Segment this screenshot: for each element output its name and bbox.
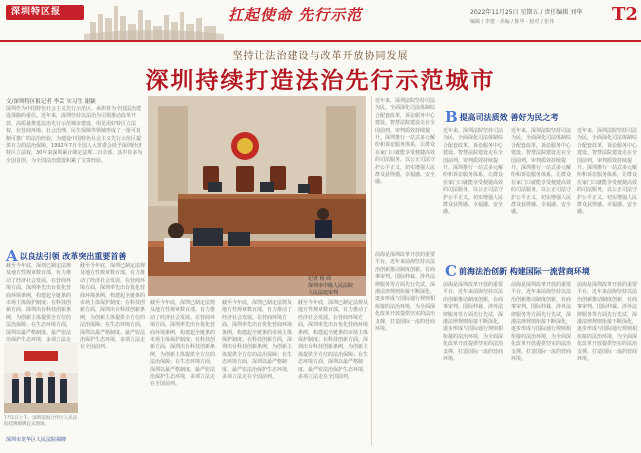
photo-caption xyxy=(308,276,353,297)
section-b-title: 提高司法质效 善好为民之考 xyxy=(459,113,559,122)
section-c-heading xyxy=(445,262,590,280)
photo-credit: 记者 杨 周 xyxy=(308,276,332,282)
lead-paragraph: 深圳作为中国特色社会主义先行示范区，承担着为全国法治建设探路的重任。近年来，深圳坚持以法治为引领推动改革开放，高质量推进法治先行示范城市建设，用足用好特区立法权，在营商环境、社会治理、民生保障等领域形成了一批可复制可推广的法治经验，为建设中国特色社会主义先行示范区提供有力的法治保障。1992年7月全国人大常委会授予深圳经济特区立法权，30年来深圳累计制定法规二百余部，其中许多为全国首创，为全国法治建设积累了宝贵经验。 xyxy=(6,106,143,164)
city-skyline-graphic xyxy=(84,0,224,40)
section-c-col1: 前海是深圳改革开放的重要平台，近年来前海坚持以法治创新推动制度创新，在商事审判、国际仲裁、涉外法律服务等方面先行先试，深港法律规则衔接不断深化，逐步形成与国际通行规则相衔接的法治环境，为全面深化改革开放提供坚实的法治支撑，打造国际一流的营商环境。 xyxy=(375,252,436,333)
photo-caption-line-1: 深圳市中级人民法院 xyxy=(308,283,354,289)
series-banner: 扛起使命 先行示范 xyxy=(228,6,363,24)
newspaper-logo: 深圳特区报 xyxy=(6,5,84,20)
body-col-7: 近年来，深圳法院坚持司法为民，全面深化司法体制综合配套改革，诉讼服务中心建设、智慧法院建设走在全国前列，审判质效持续提升。深圳推行一站式多元解纷和诉讼服务体系，让群众在家门口就能享受便捷高效的司法服务，以公正司法守护公平正义，切实增强人民群众获得感、幸福感、安全感。 xyxy=(443,128,504,216)
column-divider xyxy=(371,96,372,446)
courtroom-photo xyxy=(148,96,366,296)
section-a-letter: A xyxy=(6,247,18,265)
header-rule xyxy=(0,40,641,42)
section-c-col4: 前海是深圳改革开放的重要平台，近年来前海坚持以法治创新推动制度创新，在商事审判、国际仲裁、涉外法律服务等方面先行先试，深港法律规则衔接不断深化，逐步形成与国际通行规则相衔接的法治环境，为全面深化改革开放提供坚实的法治支撑，打造国际一流的营商环境。 xyxy=(577,282,638,363)
body-col-8: 近年来，深圳法院坚持司法为民，全面深化司法体制综合配套改革，诉讼服务中心建设、智慧法院建设走在全国前列，审判质效持续提升。深圳推行一站式多元解纷和诉讼服务体系，让群众在家门口就能享受便捷高效的司法服务，以公正司法守护公平正义，切实增强人民群众获得感、幸福感、安全感。 xyxy=(511,128,572,216)
section-c-letter: C xyxy=(445,262,457,280)
page-header xyxy=(0,0,641,40)
section-a-paragraph-col1: 截至今年底，深圳已制定法规及地方性规章数百部，有力推动了经济社会发展。在营商环境方面，深圳率先出台优化营商环境条例，构建起全链条的市场主体保护制度；在科技创新方面，深圳出台科技创新条例，为创新主体提供全方位的法治保障；在生态环境方面，深圳以最严格制度、最严密法治保护生态环境，多项立法走 xyxy=(6,263,72,344)
kicker-headline: 坚持让法治建设与改革开放协同发展 xyxy=(232,51,409,62)
section-a-paragraph-col4: 截至今年底，深圳已制定法规及地方性规章数百部，有力推动了经济社会发展。在营商环境方面，深圳率先出台优化营商环境条例，构建起全链条的市场主体保护制度；在科技创新方面，深圳出台科技创新条例，为创新主体提供全方位的法治保障；在生态环境方面，深圳以最严格制度、最严密法治保护生态环境，多项立法走在全国前列。 xyxy=(222,300,293,381)
section-a-paragraph-col2: 截至今年底，深圳已制定法规及地方性规章数百部，有力推动了经济社会发展。在营商环境方面，深圳率先出台优化营商环境条例，构建起全链条的市场主体保护制度；在科技创新方面，深圳出台科技创新条例，为创新主体提供全方位的法治保障；在生态环境方面，深圳以最严格制度、最严密法治保护生态环境，多项立法走在全国前列。 xyxy=(80,263,146,351)
byline: 文/深圳特区报记者 李芸 实习生 谢颖 xyxy=(6,99,96,105)
page-number: T2 xyxy=(612,4,638,25)
main-headline: 深圳持续打造法治先行示范城市 xyxy=(145,68,496,94)
ceremony-photo-subcaption: 深圳市龙华区人民法院揭牌 xyxy=(6,437,67,443)
body-col-6: 近年来，深圳法院坚持司法为民，全面深化司法体制综合配套改革，诉讼服务中心建设、智慧法院建设走在全国前列，审判质效持续提升。深圳推行一站式多元解纷和诉讼服务体系，让群众在家门口就能享受便捷高效的司法服务，以公正司法守护公平正义，切实增强人民群众获得感、幸福感、安全感。 xyxy=(375,98,436,186)
section-a-paragraph-col3: 截至今年底，深圳已制定法规及地方性规章数百部，有力推动了经济社会发展。在营商环境方面，深圳率先出台优化营商环境条例，构建起全链条的市场主体保护制度；在科技创新方面，深圳出台科技创新条例，为创新主体提供全方位的法治保障；在生态环境方面，深圳以最严格制度、最严密法治保护生态环境，多项立法走在全国前列。 xyxy=(150,300,216,388)
ceremony-photo-caption: 7月1日上午，深圳前海合作区人民法院挂牌揭牌仪式现场。 xyxy=(4,416,78,427)
section-b-letter: B xyxy=(445,108,458,126)
section-c-col2: 前海是深圳改革开放的重要平台，近年来前海坚持以法治创新推动制度创新，在商事审判、国际仲裁、涉外法律服务等方面先行先试，深港法律规则衔接不断深化，逐步形成与国际通行规则相衔接的法治环境，为全面深化改革开放提供坚实的法治支撑，打造国际一流的营商环境。 xyxy=(443,282,504,363)
section-a-paragraph-col5: 截至今年底，深圳已制定法规及地方性规章数百部，有力推动了经济社会发展。在营商环境方面，深圳率先出台优化营商环境条例，构建起全链条的市场主体保护制度；在科技创新方面，深圳出台科技创新条例，为创新主体提供全方位的法治保障；在生态环境方面，深圳以最严格制度、最严密法治保护生态环境，多项立法走在全国前列。 xyxy=(298,300,369,381)
section-b-heading xyxy=(445,108,558,126)
body-col-9: 近年来，深圳法院坚持司法为民，全面深化司法体制综合配套改革，诉讼服务中心建设、智慧法院建设走在全国前列，审判质效持续提升。深圳推行一站式多元解纷和诉讼服务体系，让群众在家门口就能享受便捷高效的司法服务，以公正司法守护公平正义，切实增强人民群众获得感、幸福感、安全感。 xyxy=(577,128,638,216)
dateline: 2022年11月25日 星期五 / 责任编辑 刘华 xyxy=(470,9,583,16)
section-c-title: 前海法治创新 构建国际一流营商环境 xyxy=(458,267,590,276)
editor-credits: 编辑 / 李建 · 美编 / 陈华 · 校对 / 张伟 xyxy=(470,19,555,25)
section-c-col3: 前海是深圳改革开放的重要平台，近年来前海坚持以法治创新推动制度创新，在商事审判、国际仲裁、涉外法律服务等方面先行先试，深港法律规则衔接不断深化，逐步形成与国际通行规则相衔接的法治环境，为全面深化改革开放提供坚实的法治支撑，打造国际一流的营商环境。 xyxy=(511,282,572,363)
section-a-title: 以良法引领 改革突出重要首善 xyxy=(19,252,127,261)
photo-caption-line-2: 人民法庭审判 xyxy=(308,290,339,296)
ceremony-photo xyxy=(4,343,78,413)
